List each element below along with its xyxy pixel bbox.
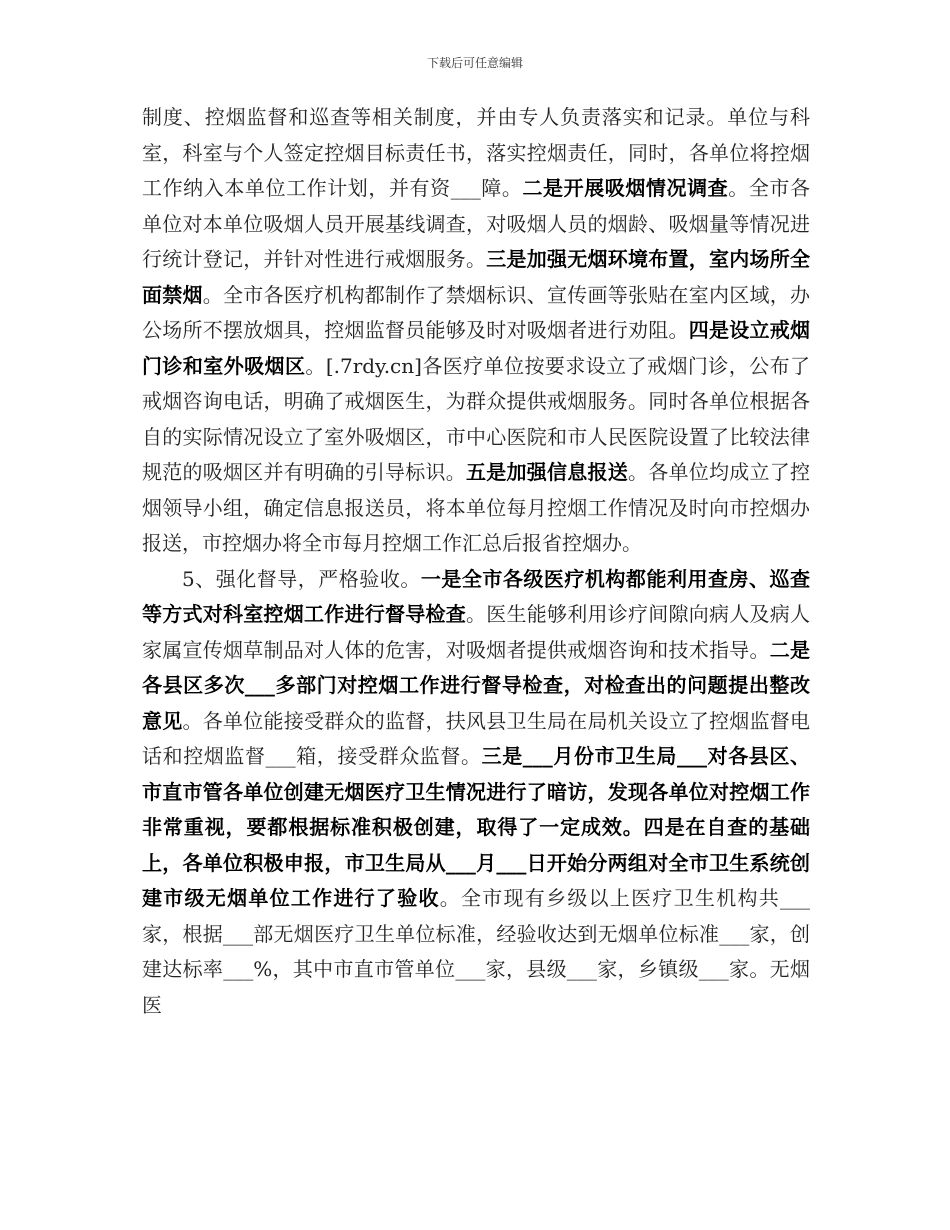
bold-run: 五是加强信息报送 bbox=[466, 460, 628, 484]
paragraph-tobacco-control-measures bbox=[142, 100, 810, 562]
bold-run: 二是各县区多次___多部门对控烟工作进行督导检查，对检查出的问题提出整改意见 bbox=[142, 637, 810, 733]
bold-run: 一是全市各级医疗机构都能利用查房、巡查等方式对科室控烟工作进行督导检查 bbox=[142, 566, 811, 626]
bold-run: 四是设立戒烟门诊和室外吸烟区 bbox=[142, 318, 810, 378]
document-body bbox=[142, 100, 810, 1023]
text-run: 。各单位均成立了控烟领导小组，确定信息报送员，将本单位每月控烟工作情况及时向市控烟办报送，市控烟办将全市每月控烟工作汇总后报省控烟办。 bbox=[142, 460, 810, 555]
bold-run: 三是加强无烟环境布置，室内场所全面禁烟 bbox=[142, 247, 810, 307]
text-run: 。各单位能接受群众的监督，扶风县卫生局在局机关设立了控烟监督电话和控烟监督___箱，接受群众监督。 bbox=[142, 708, 810, 768]
text-run: 。全市各单位对本单位吸烟人员开展基线调查，对吸烟人员的烟龄、吸烟量等情况进行统计登记，并针对性进行戒烟服务。 bbox=[142, 176, 811, 271]
bold-run: 二是开展吸烟情况调查 bbox=[522, 176, 729, 200]
text-run: 5、强化督导，严格验收。 bbox=[182, 566, 421, 591]
bold-run: 三是___月份市卫生局___对各县区、市直市管各单位创建无烟医疗卫生情况进行了暗访，发现各单位对控烟工作非常重视，要都根据标准积极创建，取得了一定成效。四是在自查的基础上，各单位积极申报，市卫生局从___月___日开始分两组对全市卫生系统创建市级无烟单位工作进行了验收 bbox=[142, 744, 811, 910]
paragraph-supervision-acceptance bbox=[142, 562, 810, 1024]
text-run: 。医生能够利用诊疗间隙向病人及病人家属宣传烟草制品对人体的危害，对吸烟者提供戒烟咨询和技术指导。 bbox=[142, 602, 810, 662]
text-run: 制度、控烟监督和巡查等相关制度，并由专人负责落实和记录。单位与科室，科室与个人签定控烟目标责任书，落实控烟责任，同时，各单位将控烟工作纳入本单位工作计划，并有资___障。 bbox=[142, 105, 810, 200]
page-header: 下载后可任意编辑 bbox=[426, 56, 523, 70]
text-run: 。全市现有乡级以上医疗卫生机构共___家，根据___部无烟医疗卫生单位标准，经验收达到无烟单位标准___家，创建达标率___%，其中市直市管单位___家，县级___家，乡镇级___家。无烟医 bbox=[142, 886, 811, 1017]
text-run: 。全市各医疗机构都制作了禁烟标识、宣传画等张贴在室内区域，办公场所不摆放烟具，控烟监督员能够及时对吸烟者进行劝阻。 bbox=[142, 282, 810, 342]
text-run: 。[.7rdy.cn]各医疗单位按要求设立了戒烟门诊，公布了戒烟咨询电话，明确了戒烟医生，为群众提供戒烟服务。同时各单位根据各自的实际情况设立了室外吸烟区，市中心医院和市人民医院设置了比较法律规范的吸烟区并有明确的引导标识。 bbox=[142, 353, 810, 484]
